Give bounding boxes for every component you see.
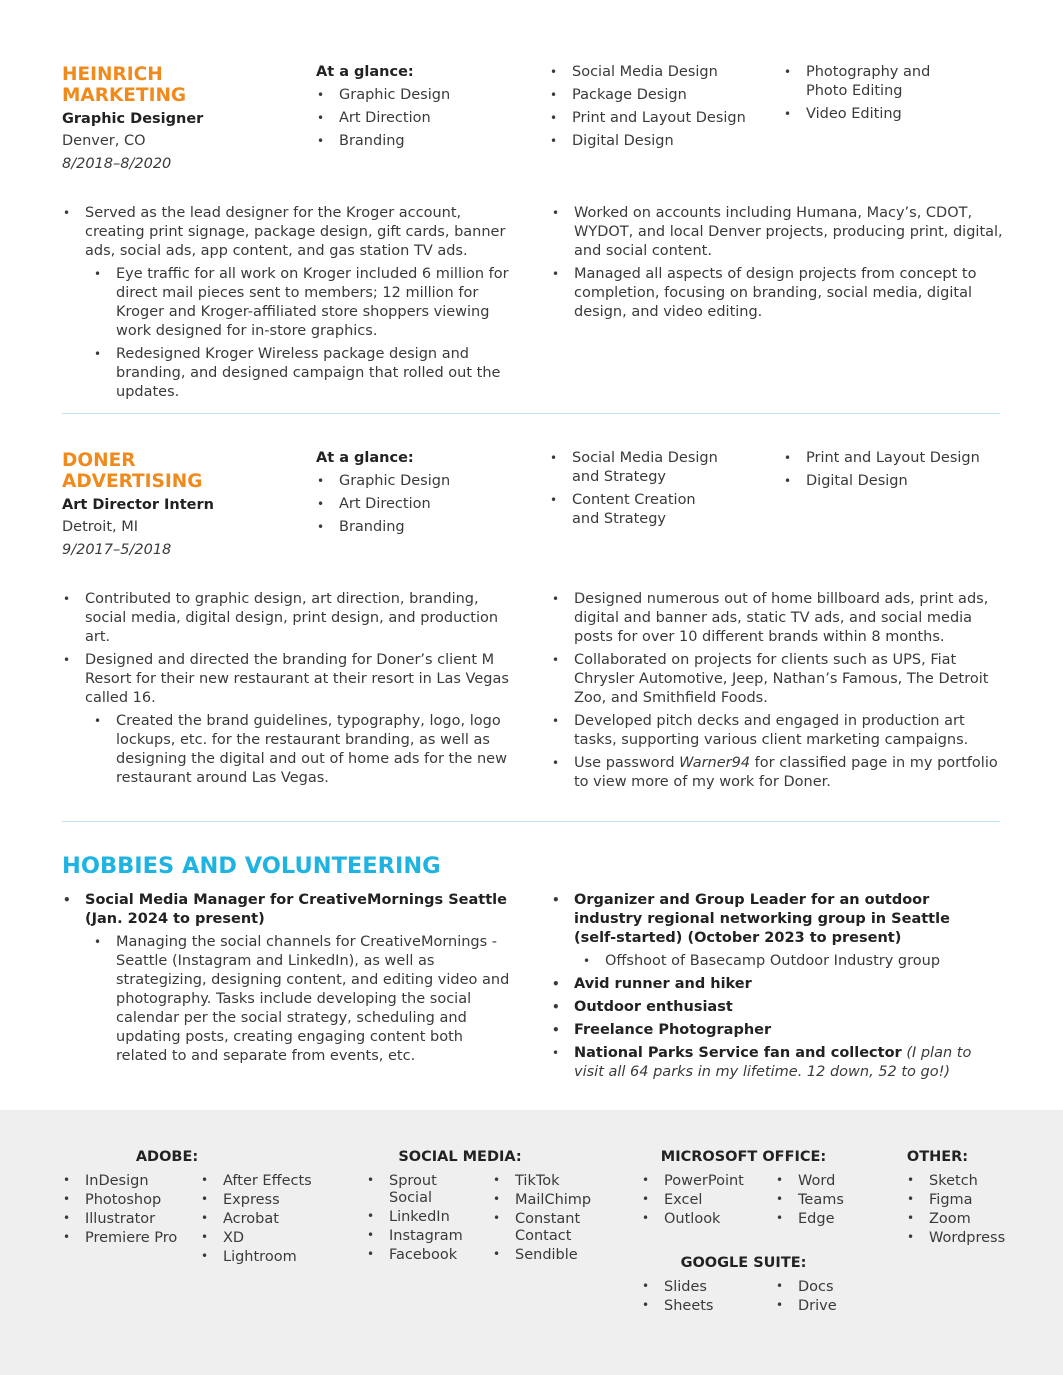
social-heading: SOCIAL MEDIA: xyxy=(398,1149,522,1165)
job1-role: Graphic Designer xyxy=(62,111,204,127)
job1-company-line1: HEINRICH xyxy=(62,64,163,85)
list-item: • Designed numerous out of home billboard ads, print ads, digital and banner ads, static TV ads, and social media posts for over 10 different brands within 8 months. xyxy=(551,590,1006,647)
list-item: • Social Media Design xyxy=(549,63,769,82)
job2-dates: 9/2017–5/2018 xyxy=(62,542,172,558)
list-item: • Collaborated on projects for clients such as UPS, Fiat Chrysler Automotive, Jeep, Nathan’s Famous, The Detroit Zoo, and Smithfield Foods. xyxy=(551,651,1006,708)
google-col1 xyxy=(641,1279,766,1317)
list-item: • Sprout Social xyxy=(366,1173,481,1207)
hobbies-right-column xyxy=(551,891,991,1086)
list-item: • Contributed to graphic design, art direction, branding, social media, digital design, print design, and production art. xyxy=(62,590,517,647)
job2-company xyxy=(62,450,292,492)
job2-left-column xyxy=(62,590,517,792)
list-item: • MailChimp xyxy=(492,1192,607,1209)
hobby-networking-detail: • Offshoot of Basecamp Outdoor Industry group xyxy=(582,952,991,971)
list-item: • Branding xyxy=(316,518,526,537)
hobby-national-parks xyxy=(551,1044,991,1082)
job2-company-line1: DONER xyxy=(62,450,136,471)
list-item: • Avid runner and hiker xyxy=(551,975,991,994)
list-item: • Docs xyxy=(775,1279,875,1296)
list-item: • Express xyxy=(200,1192,330,1209)
job1-glance-heading: At a glance: xyxy=(316,64,414,80)
list-item: • Facebook xyxy=(366,1247,481,1264)
job2-location: Detroit, MI xyxy=(62,519,139,535)
list-item: • Print and Layout Design xyxy=(783,449,993,468)
other-heading: OTHER: xyxy=(906,1149,969,1165)
adobe-col1 xyxy=(62,1173,192,1249)
list-item: • Outlook xyxy=(641,1211,766,1228)
section-divider-1 xyxy=(62,413,1000,414)
job2-glance xyxy=(316,449,526,541)
list-item: • Photoshop xyxy=(62,1192,192,1209)
password-post-text: for classified page in my portfolio to view more of my work for Doner. xyxy=(574,755,998,790)
list-item: • Sendible xyxy=(492,1247,607,1264)
list-item: • Worked on accounts including Humana, Macy’s, CDOT, WYDOT, and local Denver projects, producing print, digital, and social content. xyxy=(551,204,1003,261)
job1-header xyxy=(62,64,292,174)
job2-password-bullet xyxy=(551,754,1006,792)
list-item: • Managed all aspects of design projects from concept to completion, focusing on branding, social media, digital design, and video editing. xyxy=(551,265,1003,322)
list-item: • Edge xyxy=(775,1211,875,1228)
job2-right-column xyxy=(551,590,1006,796)
list-item: • Graphic Design xyxy=(316,86,526,105)
hobbies-left-column xyxy=(62,891,517,1070)
list-item: • Zoom xyxy=(906,1211,1016,1228)
list-item: • Served as the lead designer for the Kroger account, creating print signage, package design, gift cards, banner ads, social ads, app content, and gas station TV ads. xyxy=(62,204,517,261)
list-item: • Outdoor enthusiast xyxy=(551,998,991,1017)
section-divider-2 xyxy=(62,821,1000,822)
hobby-right-items xyxy=(551,975,991,1040)
portfolio-password: Warner94 xyxy=(679,755,751,771)
job1-glance-col1 xyxy=(316,86,526,151)
hobby-creativemornings-detail: • Managing the social channels for CreativeMornings - Seattle (Instagram and LinkedIn), as well as strategizing, designing content, and editing video and photography. Tasks include developing the social calendar per the social strategy, scheduling and updating posts, creating engaging content both related to and separate from events, etc. xyxy=(93,933,517,1066)
hobby-networking-group: • Organizer and Group Leader for an outdoor industry regional networking group in Seattle (self-started) (October 2023 to present) xyxy=(551,891,991,948)
job1-glance xyxy=(316,63,526,155)
list-item: • Graphic Design xyxy=(316,472,526,491)
job2-role: Art Director Intern xyxy=(62,497,214,513)
job1-left-subbullets xyxy=(93,265,517,402)
job2-glance-col1 xyxy=(316,472,526,537)
hobby-creativemornings: • Social Media Manager for CreativeMornings Seattle (Jan. 2024 to present) xyxy=(62,891,517,929)
list-item: • XD xyxy=(200,1230,330,1247)
list-item: • Illustrator xyxy=(62,1211,192,1228)
list-item: • Freelance Photographer xyxy=(551,1021,991,1040)
other-col xyxy=(906,1173,1016,1249)
list-item: • After Effects xyxy=(200,1173,330,1190)
list-item: • Art Direction xyxy=(316,495,526,514)
job2-left-bullets xyxy=(62,590,517,708)
microsoft-col2 xyxy=(775,1173,875,1230)
list-item: • Developed pitch decks and engaged in production art tasks, supporting various client marketing campaigns. xyxy=(551,712,1006,750)
job1-company xyxy=(62,64,292,106)
list-item: • Sheets xyxy=(641,1298,766,1315)
list-item: • Excel xyxy=(641,1192,766,1209)
list-item: • Wordpress xyxy=(906,1230,1016,1247)
job2-password-list xyxy=(551,754,1006,792)
list-item: • Redesigned Kroger Wireless package design and branding, and designed campaign that rolled out the updates. xyxy=(93,345,517,402)
job1-left-bullets xyxy=(62,204,517,261)
list-item: • Art Direction xyxy=(316,109,526,128)
list-item: • Video Editing xyxy=(783,105,963,124)
job2-glance-col3 xyxy=(783,449,993,495)
job1-company-line2: MARKETING xyxy=(62,85,187,106)
list-item: • LinkedIn xyxy=(366,1209,481,1226)
hobbies-title: HOBBIES AND VOLUNTEERING xyxy=(62,853,441,879)
list-item: • Teams xyxy=(775,1192,875,1209)
list-item: • Eye traffic for all work on Kroger included 6 million for direct mail pieces sent to members; 12 million for Kroger and Kroger-affiliated store shoppers viewing work designed for in-store graphics. xyxy=(93,265,517,341)
job2-header xyxy=(62,450,292,560)
job2-left-subbullets xyxy=(93,712,517,788)
job2-right-bullets xyxy=(551,590,1006,750)
job1-glance-col2 xyxy=(549,63,769,155)
list-item: • Content Creation and Strategy xyxy=(549,491,724,529)
list-item: • Lightroom xyxy=(200,1249,330,1266)
list-item: • PowerPoint xyxy=(641,1173,766,1190)
google-heading: GOOGLE SUITE: xyxy=(680,1255,807,1271)
list-item: • Print and Layout Design xyxy=(549,109,769,128)
list-item: • Constant Contact xyxy=(492,1211,607,1245)
list-item: • Word xyxy=(775,1173,875,1190)
list-item: • Drive xyxy=(775,1298,875,1315)
list-item: • InDesign xyxy=(62,1173,192,1190)
list-item: • Slides xyxy=(641,1279,766,1296)
adobe-heading: ADOBE: xyxy=(135,1149,199,1165)
job2-glance-col2 xyxy=(549,449,724,533)
job1-dates: 8/2018–8/2020 xyxy=(62,156,172,172)
list-item: • Package Design xyxy=(549,86,769,105)
parks-bold-text: National Parks Service fan and collector xyxy=(574,1045,902,1061)
microsoft-col1 xyxy=(641,1173,766,1230)
social-col2 xyxy=(492,1173,607,1266)
job1-glance-col3 xyxy=(783,63,963,128)
microsoft-heading: MICROSOFT OFFICE: xyxy=(660,1149,827,1165)
password-pre-text: Use password xyxy=(574,755,680,771)
list-item: • Photography and Photo Editing xyxy=(783,63,963,101)
social-col1 xyxy=(366,1173,481,1266)
job1-location: Denver, CO xyxy=(62,133,146,149)
list-item: • Sketch xyxy=(906,1173,1016,1190)
list-item: • Premiere Pro xyxy=(62,1230,192,1247)
list-item: • Digital Design xyxy=(549,132,769,151)
job1-right-column xyxy=(551,204,1003,326)
google-col2 xyxy=(775,1279,875,1317)
list-item: • TikTok xyxy=(492,1173,607,1190)
parks-italic-text: (I plan to visit all 64 parks in my lifetime. 12 down, 52 to go!) xyxy=(574,1045,972,1080)
list-item: • Designed and directed the branding for Doner’s client M Resort for their new restaurant at their resort in Las Vegas called 16. xyxy=(62,651,517,708)
list-item: • Branding xyxy=(316,132,526,151)
job2-glance-heading: At a glance: xyxy=(316,450,414,466)
list-item: • Instagram xyxy=(366,1228,481,1245)
job1-right-bullets xyxy=(551,204,1003,322)
list-item: • Social Media Design and Strategy xyxy=(549,449,724,487)
list-item: • Figma xyxy=(906,1192,1016,1209)
list-item: • Acrobat xyxy=(200,1211,330,1228)
list-item: • Digital Design xyxy=(783,472,993,491)
job1-left-column xyxy=(62,204,517,406)
job2-company-line2: ADVERTISING xyxy=(62,471,203,492)
list-item: • Created the brand guidelines, typography, logo, logo lockups, etc. for the restaurant branding, as well as designing the digital and out of home ads for the new restaurant around Las Vegas. xyxy=(93,712,517,788)
adobe-col2 xyxy=(200,1173,330,1268)
